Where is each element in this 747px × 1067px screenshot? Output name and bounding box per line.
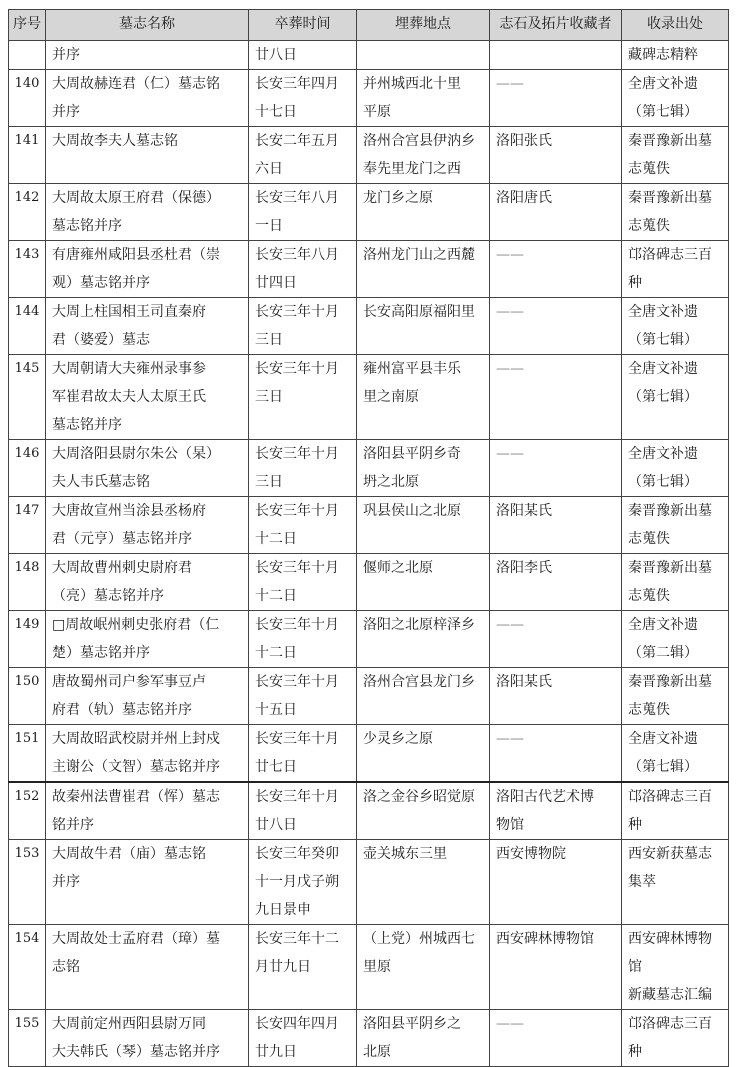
cell-line: 物馆 — [496, 817, 524, 833]
cell-line: 志蒐佚 — [628, 218, 670, 234]
cell-line: 全唐文补遗 — [628, 304, 698, 320]
cell-place — [357, 127, 490, 184]
cell-line: 大周故太原王府君（保德） — [52, 190, 220, 206]
cell-line: 邙洛碑志三百 — [628, 1016, 712, 1032]
cell-line: 邙洛碑志三百 — [628, 789, 712, 805]
cell-line: 志蒐佚 — [628, 588, 670, 604]
cell-line: 西安碑林博物馆 — [628, 931, 712, 975]
header-name: 墓志名称 — [46, 10, 249, 41]
cell-line: 志铭 — [52, 959, 80, 975]
cell-collector — [490, 241, 622, 298]
cell-line: 唐故蜀州司户参军事豆卢 — [52, 674, 206, 690]
cell-source — [622, 440, 729, 497]
cell-line: 大夫韩氏（琴）墓志铭并序 — [52, 1044, 220, 1060]
cell-time — [249, 70, 357, 127]
cell-name — [46, 668, 249, 725]
cell-line: 洛阳李氏 — [496, 560, 552, 576]
cell-source — [622, 241, 729, 298]
cell-line: 全唐文补遗 — [628, 446, 698, 462]
table-row — [9, 554, 729, 611]
cell-line: 里之南原 — [363, 389, 419, 405]
cell-collector — [490, 840, 622, 925]
cell-line: 长安三年十月 — [255, 731, 339, 747]
cell-collector — [490, 1010, 622, 1067]
cell-name — [46, 241, 249, 298]
cell-line: （第七辑） — [628, 389, 698, 405]
cell-time — [249, 554, 357, 611]
cell-line: 洛阳某氏 — [496, 503, 552, 519]
cell-line: 十七日 — [255, 104, 297, 120]
cell-line: 军崔君故太夫人太原王氏 — [52, 389, 206, 405]
cell-source — [622, 41, 729, 70]
cell-collector — [490, 611, 622, 668]
cell-line: 观）墓志铭并序 — [52, 275, 150, 291]
cell-line: 雍州富平县丰乐 — [363, 361, 461, 377]
cell-line: 洛阳某氏 — [496, 674, 552, 690]
cell-line: 洛阳之北原梓泽乡 — [363, 617, 475, 633]
table-row — [9, 70, 729, 127]
cell-line: 平原 — [363, 104, 391, 120]
cell-source — [622, 497, 729, 554]
table-row — [9, 355, 729, 440]
cell-seq: 146 — [9, 440, 46, 497]
cell-line: 十五日 — [255, 702, 297, 718]
cell-line: 六日 — [255, 161, 283, 177]
cell-line: 楚）墓志铭并序 — [52, 645, 150, 661]
cell-line: —— — [496, 731, 524, 747]
cell-line: 里原 — [363, 959, 391, 975]
cell-place — [357, 184, 490, 241]
cell-seq: 152 — [9, 782, 46, 840]
cell-line: 偃师之北原 — [363, 560, 433, 576]
cell-line: 廿七日 — [255, 759, 297, 775]
table-row — [9, 298, 729, 355]
cell-line: 有唐雍州咸阳县丞杜君（崇 — [52, 247, 220, 263]
cell-line: —— — [496, 446, 524, 462]
cell-line: 墓志铭并序 — [52, 417, 122, 433]
cell-name — [46, 298, 249, 355]
cell-line: 十二日 — [255, 588, 297, 604]
cell-line: （第七辑） — [628, 474, 698, 490]
cell-line: 北原 — [363, 1044, 391, 1060]
cell-seq: 147 — [9, 497, 46, 554]
table-row — [9, 668, 729, 725]
cell-name — [46, 1010, 249, 1067]
cell-line: 长安三年十二 — [255, 931, 339, 947]
cell-source — [622, 127, 729, 184]
cell-line: 三日 — [255, 389, 283, 405]
cell-source — [622, 70, 729, 127]
cell-line: 志蒐佚 — [628, 161, 670, 177]
cell-seq: 153 — [9, 840, 46, 925]
cell-place — [357, 497, 490, 554]
cell-line: 铭并序 — [52, 817, 94, 833]
table-row — [9, 440, 729, 497]
cell-collector — [490, 925, 622, 1010]
cell-line: 种 — [628, 1044, 642, 1060]
cell-place — [357, 668, 490, 725]
cell-line: —— — [496, 247, 524, 263]
cell-line: 大周故处士孟府君（璋）墓 — [52, 931, 220, 947]
cell-line: 种 — [628, 275, 642, 291]
cell-line: 长安三年十月 — [255, 789, 339, 805]
cell-line: 三日 — [255, 474, 283, 490]
cell-source — [622, 611, 729, 668]
cell-line: —— — [496, 304, 524, 320]
cell-line: 君（元亨）墓志铭并序 — [52, 531, 192, 547]
cell-seq: 154 — [9, 925, 46, 1010]
cell-seq: 151 — [9, 725, 46, 783]
cell-time — [249, 241, 357, 298]
cell-time — [249, 497, 357, 554]
cell-source — [622, 840, 729, 925]
cell-line: 大周故赫连君（仁）墓志铭 — [52, 76, 220, 92]
table-row — [9, 611, 729, 668]
cell-line: 廿八日 — [255, 47, 297, 63]
cell-line: 并州城西北十里 — [363, 76, 461, 92]
cell-line: 全唐文补遗 — [628, 361, 698, 377]
header-source: 收录出处 — [622, 10, 729, 41]
cell-seq: 140 — [9, 70, 46, 127]
cell-line: 全唐文补遗 — [628, 617, 698, 633]
cell-line: 长安三年四月 — [255, 76, 339, 92]
cell-line: 洛之金谷乡昭觉原 — [363, 789, 475, 805]
cell-time — [249, 611, 357, 668]
cell-line: 洛阳县平阴乡奇 — [363, 446, 461, 462]
cell-place — [357, 782, 490, 840]
cell-line: 大周故昭武校尉并州上封戍 — [52, 731, 220, 747]
cell-collector — [490, 725, 622, 783]
cell-line: 邙洛碑志三百 — [628, 247, 712, 263]
table-body — [9, 41, 729, 1067]
cell-line: 长安三年癸卯 — [255, 846, 339, 862]
cell-collector — [490, 497, 622, 554]
cell-line: 大周故李夫人墓志铭 — [52, 133, 178, 149]
cell-line: 一日 — [255, 218, 283, 234]
cell-line: 长安三年八月 — [255, 247, 339, 263]
cell-time — [249, 725, 357, 783]
cell-line: （上党）州城西七 — [363, 931, 475, 947]
cell-line: （亮）墓志铭并序 — [52, 588, 164, 604]
cell-line: 秦晋豫新出墓 — [628, 133, 712, 149]
cell-collector — [490, 440, 622, 497]
cell-seq: 148 — [9, 554, 46, 611]
cell-place — [357, 611, 490, 668]
cell-source — [622, 184, 729, 241]
cell-place — [357, 840, 490, 925]
cell-seq: 150 — [9, 668, 46, 725]
cell-line: 洛阳唐氏 — [496, 190, 552, 206]
cell-name — [46, 41, 249, 70]
cell-line: 长安四年四月 — [255, 1016, 339, 1032]
cell-seq: 141 — [9, 127, 46, 184]
cell-collector — [490, 70, 622, 127]
cell-source — [622, 925, 729, 1010]
cell-collector — [490, 668, 622, 725]
cell-line: （第二辑） — [628, 645, 698, 661]
header-time: 卒葬时间 — [249, 10, 357, 41]
cell-line: —— — [496, 617, 524, 633]
cell-line: 廿八日 — [255, 817, 297, 833]
cell-line: （第七辑） — [628, 759, 698, 775]
cell-line: 大周故曹州刺史尉府君 — [52, 560, 192, 576]
cell-name — [46, 355, 249, 440]
cell-collector — [490, 127, 622, 184]
cell-seq: 143 — [9, 241, 46, 298]
cell-line: 廿四日 — [255, 275, 297, 291]
cell-time — [249, 840, 357, 925]
cell-line: 月廿九日 — [255, 959, 311, 975]
cell-line: 龙门乡之原 — [363, 190, 433, 206]
cell-place — [357, 41, 490, 70]
cell-line: 大周前定州西阳县尉万同 — [52, 1016, 206, 1032]
cell-line: 藏碑志精粹 — [628, 47, 698, 63]
cell-line: 洛阳古代艺术博 — [496, 789, 594, 805]
cell-line: 长安三年十月 — [255, 361, 339, 377]
cell-place — [357, 925, 490, 1010]
cell-line: 洛州合宫县龙门乡 — [363, 674, 475, 690]
cell-line: 志蒐佚 — [628, 702, 670, 718]
cell-name — [46, 70, 249, 127]
cell-collector — [490, 355, 622, 440]
cell-seq: 145 — [9, 355, 46, 440]
cell-place — [357, 725, 490, 783]
cell-collector — [490, 782, 622, 840]
cell-place — [357, 355, 490, 440]
cell-line: 洛阳张氏 — [496, 133, 552, 149]
table-row — [9, 41, 729, 70]
cell-line: 长安三年十月 — [255, 674, 339, 690]
cell-line: 长安三年十月 — [255, 560, 339, 576]
cell-line: 西安碑林博物馆 — [496, 931, 594, 947]
cell-seq: 149 — [9, 611, 46, 668]
cell-line: 秦晋豫新出墓 — [628, 560, 712, 576]
cell-line: 西安新获墓志 — [628, 846, 712, 862]
cell-name — [46, 611, 249, 668]
header-seq: 序号 — [9, 10, 46, 41]
cell-place — [357, 70, 490, 127]
cell-line: 大唐故宣州当涂县丞杨府 — [52, 503, 206, 519]
cell-collector — [490, 184, 622, 241]
cell-time — [249, 127, 357, 184]
cell-seq: 155 — [9, 1010, 46, 1067]
cell-line: 三日 — [255, 332, 283, 348]
cell-line: 并序 — [52, 874, 80, 890]
cell-line: 洛阳县平阴乡之 — [363, 1016, 461, 1032]
table-row — [9, 782, 729, 840]
cell-line: 十二日 — [255, 531, 297, 547]
cell-line: 坍之北原 — [363, 474, 419, 490]
cell-line: 十一月戊子朔 — [255, 874, 339, 890]
cell-line: —— — [496, 76, 524, 92]
table-row — [9, 925, 729, 1010]
table-row — [9, 840, 729, 925]
cell-line: 全唐文补遗 — [628, 731, 698, 747]
cell-line: 少灵乡之原 — [363, 731, 433, 747]
cell-line: □周故岷州刺史张府君（仁 — [52, 617, 220, 633]
cell-line: 大周洛阳县尉尔朱公（杲） — [52, 446, 220, 462]
cell-seq — [9, 41, 46, 70]
cell-line: 并序 — [52, 104, 80, 120]
cell-name — [46, 840, 249, 925]
cell-source — [622, 782, 729, 840]
cell-source — [622, 554, 729, 611]
cell-seq: 144 — [9, 298, 46, 355]
cell-line: 秦晋豫新出墓 — [628, 674, 712, 690]
header-place: 埋葬地点 — [357, 10, 490, 41]
cell-collector — [490, 554, 622, 611]
cell-line: 长安三年十月 — [255, 446, 339, 462]
cell-line: 壶关城东三里 — [363, 846, 447, 862]
cell-line: 夫人韦氏墓志铭 — [52, 474, 150, 490]
table-row — [9, 241, 729, 298]
cell-line: （第七辑） — [628, 332, 698, 348]
cell-line: 种 — [628, 817, 642, 833]
cell-name — [46, 440, 249, 497]
cell-line: 大周故牛君（庙）墓志铭 — [52, 846, 206, 862]
cell-name — [46, 725, 249, 783]
cell-time — [249, 925, 357, 1010]
cell-line: 主谢公（文智）墓志铭并序 — [52, 759, 220, 775]
cell-line: 奉先里龙门之西 — [363, 161, 461, 177]
cell-time — [249, 782, 357, 840]
epitaph-table — [8, 9, 729, 1067]
cell-line: 廿九日 — [255, 1044, 297, 1060]
cell-source — [622, 355, 729, 440]
cell-source — [622, 1010, 729, 1067]
cell-time — [249, 1010, 357, 1067]
cell-line: 大周上柱国相王司直秦府 — [52, 304, 206, 320]
cell-line: 故秦州法曹崔君（恽）墓志 — [52, 789, 220, 805]
cell-line: 长安二年五月 — [255, 133, 339, 149]
cell-time — [249, 668, 357, 725]
cell-source — [622, 298, 729, 355]
table-header-row — [9, 10, 729, 41]
cell-line: 全唐文补遗 — [628, 76, 698, 92]
cell-line: 君（婆爱）墓志 — [52, 332, 150, 348]
cell-line: 集萃 — [628, 874, 656, 890]
cell-line: 长安高阳原福阳里 — [363, 304, 475, 320]
cell-name — [46, 184, 249, 241]
cell-place — [357, 241, 490, 298]
cell-line: （第七辑） — [628, 104, 698, 120]
cell-line: 秦晋豫新出墓 — [628, 503, 712, 519]
cell-line: 巩县侯山之北原 — [363, 503, 461, 519]
cell-place — [357, 298, 490, 355]
cell-time — [249, 298, 357, 355]
cell-source — [622, 725, 729, 783]
cell-line: 秦晋豫新出墓 — [628, 190, 712, 206]
cell-place — [357, 1010, 490, 1067]
table-row — [9, 1010, 729, 1067]
table-row — [9, 184, 729, 241]
cell-line: 洛州龙门山之西麓 — [363, 247, 475, 263]
cell-line: 长安三年八月 — [255, 190, 339, 206]
cell-time — [249, 41, 357, 70]
cell-time — [249, 355, 357, 440]
cell-name — [46, 554, 249, 611]
cell-name — [46, 127, 249, 184]
cell-line: 西安博物院 — [496, 846, 566, 862]
table-row — [9, 127, 729, 184]
cell-source — [622, 668, 729, 725]
cell-line: 并序 — [52, 47, 80, 63]
cell-line: 十二日 — [255, 645, 297, 661]
cell-time — [249, 184, 357, 241]
table-row — [9, 497, 729, 554]
cell-line: 九日景申 — [255, 902, 311, 918]
cell-line: 志蒐佚 — [628, 531, 670, 547]
cell-line: 洛州合宫县伊汭乡 — [363, 133, 475, 149]
cell-line: 长安三年十月 — [255, 617, 339, 633]
cell-collector — [490, 41, 622, 70]
cell-seq: 142 — [9, 184, 46, 241]
header-collector: 志石及拓片收藏者 — [490, 10, 622, 41]
cell-place — [357, 554, 490, 611]
cell-line: 墓志铭并序 — [52, 218, 122, 234]
cell-line: —— — [496, 1016, 524, 1032]
cell-name — [46, 782, 249, 840]
cell-line: 府君（轨）墓志铭并序 — [52, 702, 192, 718]
cell-name — [46, 925, 249, 1010]
cell-name — [46, 497, 249, 554]
table-row — [9, 725, 729, 783]
cell-line: 长安三年十月 — [255, 503, 339, 519]
cell-line: 大周朝请大夫雍州录事参 — [52, 361, 206, 377]
cell-line: —— — [496, 361, 524, 377]
cell-collector — [490, 298, 622, 355]
cell-time — [249, 440, 357, 497]
cell-line: 新藏墓志汇编 — [628, 987, 712, 1003]
cell-line: 长安三年十月 — [255, 304, 339, 320]
cell-place — [357, 440, 490, 497]
